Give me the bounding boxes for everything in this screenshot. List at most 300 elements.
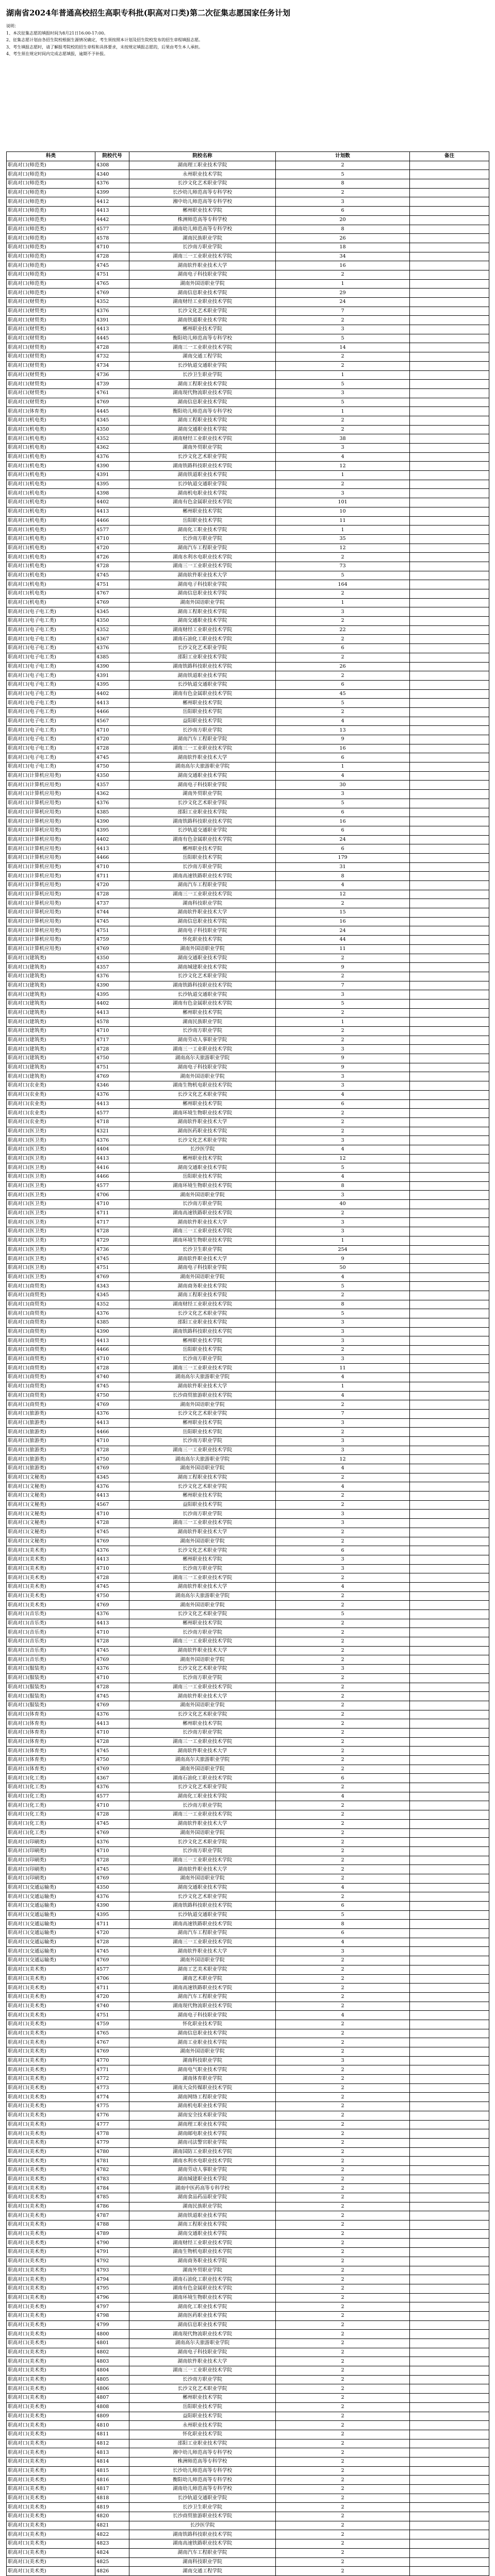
cell-category: 职高对口(美术类) (7, 2093, 95, 2102)
cell-school-code: 4745 (95, 1528, 129, 1537)
table-row (7, 1846, 489, 1856)
cell-school-name: 邵阳工业职业技术学院 (129, 808, 276, 817)
cell-plan-count: 2 (276, 2412, 410, 2421)
cell-plan-count: 2 (276, 1692, 410, 1701)
cell-plan-count: 3 (276, 1519, 410, 1528)
cell-school-code: 4745 (95, 1819, 129, 1828)
cell-plan-count: 5 (276, 999, 410, 1008)
table-row (7, 334, 489, 343)
table-row (7, 2202, 489, 2211)
cell-school-code: 4798 (95, 2311, 129, 2320)
cell-category: 职高对口(计算机应用类) (7, 826, 95, 835)
cell-school-code: 4395 (95, 990, 129, 999)
cell-school-code: 4769 (95, 1400, 129, 1410)
cell-category: 职高对口(美术类) (7, 2229, 95, 2239)
cell-plan-count: 4 (276, 1464, 410, 1473)
cell-category: 职高对口(计算机应用类) (7, 944, 95, 954)
cell-school-name: 长沙文化艺术职业学院 (129, 1610, 276, 1619)
cell-remarks (410, 1255, 489, 1264)
cell-school-name: 湖南三一工业职业技术学院 (129, 2366, 276, 2376)
cell-category: 职高对口(师范类) (7, 261, 95, 270)
cell-category: 职高对口(机电类) (7, 526, 95, 535)
table-row (7, 1200, 489, 1209)
cell-remarks (410, 817, 489, 826)
table-row (7, 1145, 489, 1154)
cell-remarks (410, 1027, 489, 1036)
cell-category: 职高对口(美术类) (7, 2038, 95, 2047)
cell-school-name: 湖南铁路科技职业技术学院 (129, 1902, 276, 1911)
cell-plan-count: 16 (276, 261, 410, 270)
table-row (7, 2430, 489, 2439)
cell-school-code: 4398 (95, 489, 129, 498)
cell-category: 职高对口(美术类) (7, 2375, 95, 2384)
cell-school-code: 4578 (95, 1018, 129, 1027)
cell-remarks (410, 1117, 489, 1127)
cell-plan-count: 2 (276, 2193, 410, 2202)
cell-school-code: 4734 (95, 361, 129, 370)
cell-category: 职高对口(计算机应用类) (7, 808, 95, 817)
table-row (7, 507, 489, 516)
table-row (7, 1072, 489, 1081)
cell-plan-count: 9 (276, 1255, 410, 1264)
cell-plan-count: 4 (276, 1173, 410, 1182)
table-row (7, 1409, 489, 1418)
cell-school-code: 4395 (95, 826, 129, 835)
cell-school-code: 4790 (95, 2239, 129, 2248)
cell-plan-count: 2 (276, 2293, 410, 2302)
cell-plan-count: 2 (276, 2102, 410, 2111)
cell-plan-count: 2 (276, 1573, 410, 1583)
table-row (7, 1628, 489, 1637)
cell-category: 职高对口(医卫类) (7, 1273, 95, 1282)
cell-school-code: 4805 (95, 2375, 129, 2384)
cell-plan-count: 1 (276, 598, 410, 607)
cell-category: 职高对口(师范类) (7, 252, 95, 261)
cell-remarks (410, 926, 489, 936)
cell-plan-count: 2 (276, 425, 410, 434)
table-row (7, 179, 489, 189)
table-row (7, 1090, 489, 1099)
cell-school-name: 湖南有色金属职业技术学院 (129, 689, 276, 699)
table-row (7, 2357, 489, 2366)
cell-category: 职高对口(交通运输类) (7, 1892, 95, 1902)
cell-school-code: 4769 (95, 598, 129, 607)
cell-remarks (410, 2075, 489, 2084)
table-row (7, 853, 489, 862)
table-row (7, 717, 489, 726)
cell-school-code: 4825 (95, 2557, 129, 2567)
cell-school-name: 湖南软件职业技术大学 (129, 1692, 276, 1701)
cell-plan-count: 31 (276, 862, 410, 872)
cell-school-code: 4376 (95, 1838, 129, 1847)
cell-school-code: 4442 (95, 215, 129, 225)
table-row (7, 689, 489, 699)
cell-category: 职高对口(医卫类) (7, 1218, 95, 1227)
cell-school-name: 郴州职业技术学院 (129, 1719, 276, 1728)
cell-category: 职高对口(商贸类) (7, 1346, 95, 1355)
cell-remarks (410, 1018, 489, 1027)
cell-remarks (410, 1364, 489, 1373)
table-row (7, 1163, 489, 1173)
cell-category: 职高对口(美术类) (7, 2548, 95, 2557)
cell-school-name: 湖南高速铁路职业技术学院 (129, 1984, 276, 1993)
cell-category: 职高对口(美术类) (7, 2211, 95, 2221)
cell-school-name: 湖南汽车工程职业学院 (129, 544, 276, 553)
cell-plan-count: 6 (276, 1929, 410, 1938)
cell-school-name: 长沙南方职业学院 (129, 243, 276, 252)
cell-school-name: 湖南生物机电职业技术学院 (129, 2248, 276, 2257)
cell-school-code: 4769 (95, 1601, 129, 1610)
cell-category: 职高对口(医卫类) (7, 1191, 95, 1200)
cell-school-name: 长沙卫生职业学院 (129, 370, 276, 380)
cell-remarks (410, 325, 489, 334)
cell-school-name: 湖南三一工业职业技术学院 (129, 1519, 276, 1528)
cell-remarks (410, 826, 489, 835)
cell-school-code: 4376 (95, 452, 129, 462)
cell-remarks (410, 808, 489, 817)
cell-school-code: 4710 (95, 1673, 129, 1683)
cell-school-name: 湖南三一工业职业技术学院 (129, 1446, 276, 1455)
cell-school-name: 湖南外国语职业学院 (129, 1828, 276, 1838)
cell-remarks (410, 1318, 489, 1328)
cell-remarks (410, 2111, 489, 2120)
cell-remarks (410, 462, 489, 471)
cell-school-name: 湖南三一工业职业技术学院 (129, 1364, 276, 1373)
cell-remarks (410, 1902, 489, 1911)
table-row (7, 598, 489, 607)
cell-school-name: 湖南三一工业职业技术学院 (129, 562, 276, 571)
table-row (7, 1965, 489, 1974)
cell-category: 职高对口(美术类) (7, 2348, 95, 2357)
cell-plan-count: 2 (276, 2120, 410, 2129)
cell-remarks (410, 580, 489, 589)
cell-school-name: 湖南生物机电职业技术学院 (129, 1081, 276, 1091)
cell-school-code: 4751 (95, 580, 129, 589)
table-row (7, 197, 489, 207)
cell-school-code: 4390 (95, 1902, 129, 1911)
cell-school-code: 4720 (95, 544, 129, 553)
cell-school-code: 4800 (95, 2330, 129, 2339)
cell-remarks (410, 1245, 489, 1255)
cell-school-code: 4577 (95, 1792, 129, 1801)
cell-school-name: 湖南汽车工程职业学院 (129, 2548, 276, 2557)
cell-remarks (410, 1828, 489, 1838)
cell-plan-count: 2 (276, 1127, 410, 1136)
cell-remarks (410, 908, 489, 918)
cell-school-name: 湖南石油化工职业技术学院 (129, 635, 276, 644)
cell-plan-count: 2 (276, 589, 410, 599)
cell-plan-count: 3 (276, 1510, 410, 1519)
cell-remarks (410, 252, 489, 261)
cell-school-code: 4826 (95, 2567, 129, 2576)
cell-school-code: 4769 (95, 1273, 129, 1282)
table-row (7, 2503, 489, 2512)
cell-school-name: 湖南民族职业学院 (129, 234, 276, 243)
cell-remarks (410, 1136, 489, 1145)
table-row (7, 1027, 489, 1036)
cell-remarks (410, 316, 489, 325)
cell-school-name: 湖南科技职业学院 (129, 899, 276, 908)
cell-remarks (410, 1737, 489, 1747)
cell-remarks (410, 2011, 489, 2020)
cell-remarks (410, 1300, 489, 1309)
table-row (7, 1127, 489, 1136)
cell-school-code: 4321 (95, 1127, 129, 1136)
cell-remarks (410, 2029, 489, 2038)
cell-plan-count: 12 (276, 544, 410, 553)
cell-category: 职高对口(计算机应用类) (7, 881, 95, 890)
cell-school-code: 4729 (95, 1236, 129, 1245)
cell-school-name: 湖南外贸职业学院 (129, 2266, 276, 2275)
cell-plan-count: 3 (276, 790, 410, 799)
cell-plan-count: 1 (276, 407, 410, 416)
cell-school-code: 4795 (95, 2284, 129, 2293)
cell-plan-count: 3 (276, 1136, 410, 1145)
cell-remarks (410, 1555, 489, 1564)
cell-plan-count: 2 (276, 2038, 410, 2047)
cell-school-name: 湖南电气职业技术学院 (129, 2065, 276, 2075)
cell-school-name: 长沙医学院 (129, 2521, 276, 2530)
cell-school-code: 4823 (95, 2539, 129, 2549)
cell-school-code: 4395 (95, 480, 129, 489)
cell-remarks (410, 1181, 489, 1191)
table-row (7, 799, 489, 808)
cell-plan-count: 2 (276, 1591, 410, 1601)
cell-remarks (410, 1336, 489, 1346)
cell-plan-count: 2 (276, 2093, 410, 2102)
cell-category: 职高对口(机电类) (7, 471, 95, 480)
cell-remarks (410, 2020, 489, 2029)
table-row (7, 2011, 489, 2020)
cell-school-code: 4711 (95, 1920, 129, 1929)
cell-remarks (410, 1154, 489, 1163)
table-row (7, 1109, 489, 1118)
cell-school-code: 4802 (95, 2348, 129, 2357)
cell-category: 职高对口(化工类) (7, 1828, 95, 1838)
cell-school-code: 4720 (95, 1992, 129, 2002)
cell-school-name: 长沙南方职业学院 (129, 1436, 276, 1446)
cell-school-code: 4788 (95, 2221, 129, 2230)
cell-school-code: 4728 (95, 1938, 129, 1947)
cell-school-code: 4390 (95, 1327, 129, 1336)
cell-school-name: 湖南外国语职业学院 (129, 1765, 276, 1774)
table-row (7, 1737, 489, 1747)
cell-plan-count: 24 (276, 298, 410, 307)
cell-school-name: 湖南外国语职业学院 (129, 1874, 276, 1883)
cell-school-code: 4362 (95, 444, 129, 453)
cell-school-name: 湖南司法警官职业学院 (129, 2138, 276, 2147)
cell-plan-count: 4 (276, 717, 410, 726)
cell-category: 职高对口(财贸类) (7, 388, 95, 398)
cell-school-code: 4710 (95, 1801, 129, 1810)
cell-plan-count: 45 (276, 689, 410, 699)
cell-plan-count: 2 (276, 2548, 410, 2557)
cell-category: 职高对口(电子电工类) (7, 717, 95, 726)
cell-category: 职高对口(美术类) (7, 2120, 95, 2129)
cell-school-code: 4343 (95, 1282, 129, 1291)
cell-plan-count: 2 (276, 2229, 410, 2239)
cell-category: 职高对口(计算机应用类) (7, 781, 95, 790)
cell-category: 职高对口(机电类) (7, 544, 95, 553)
cell-category: 职高对口(美术类) (7, 2302, 95, 2312)
cell-plan-count: 3 (276, 1336, 410, 1346)
cell-school-code: 4728 (95, 1810, 129, 1820)
cell-plan-count: 2 (276, 2147, 410, 2157)
cell-school-name: 湖南石油化工职业技术学院 (129, 2275, 276, 2284)
cell-remarks (410, 207, 489, 216)
cell-remarks (410, 2348, 489, 2357)
table-row (7, 817, 489, 826)
cell-school-name: 郴州职业技术学院 (129, 1099, 276, 1109)
cell-school-name: 长沙轨道交通职业学院 (129, 480, 276, 489)
cell-school-code: 4793 (95, 2266, 129, 2275)
cell-category: 职高对口(电子电工类) (7, 762, 95, 772)
cell-remarks (410, 990, 489, 999)
cell-school-name: 长沙南方职业学院 (129, 2375, 276, 2384)
cell-plan-count: 2 (276, 2239, 410, 2248)
cell-category: 职高对口(美术类) (7, 2065, 95, 2075)
cell-remarks (410, 1591, 489, 1601)
cell-school-name: 湖南软件职业技术大学 (129, 1255, 276, 1264)
cell-remarks (410, 653, 489, 662)
cell-school-name: 湖南高尔夫旅游职业学院 (129, 1455, 276, 1464)
cell-school-name: 衡阳幼儿师范高等专科学校 (129, 334, 276, 343)
cell-category: 职高对口(计算机应用类) (7, 926, 95, 936)
cell-school-name: 湖南电子科技职业学院 (129, 270, 276, 279)
cell-school-name: 湖南财经工业职业技术学院 (129, 434, 276, 444)
cell-remarks (410, 1519, 489, 1528)
cell-plan-count: 2 (276, 2366, 410, 2376)
cell-school-code: 4720 (95, 881, 129, 890)
cell-category: 职高对口(电子电工类) (7, 653, 95, 662)
cell-category: 职高对口(旅游类) (7, 1436, 95, 1446)
cell-school-name: 湖南三一工业职业技术学院 (129, 1227, 276, 1236)
cell-plan-count: 50 (276, 1263, 410, 1273)
cell-school-name: 湖南工程职业技术学院 (129, 2221, 276, 2230)
cell-school-name: 长沙南方职业学院 (129, 1564, 276, 1573)
table-row (7, 489, 489, 498)
table-row (7, 434, 489, 444)
cell-school-name: 湖南邮电职业技术学院 (129, 2129, 276, 2139)
cell-school-name: 湖南高速铁路职业技术学院 (129, 2539, 276, 2549)
table-row (7, 2521, 489, 2530)
cell-school-name: 岳阳职业技术学院 (129, 2402, 276, 2412)
cell-category: 职高对口(印刷类) (7, 1856, 95, 1865)
cell-plan-count: 6 (276, 1774, 410, 1783)
cell-remarks (410, 1564, 489, 1573)
cell-plan-count: 2 (276, 1856, 410, 1865)
cell-category: 职高对口(体育类) (7, 1710, 95, 1719)
table-row (7, 2002, 489, 2011)
table-row (7, 225, 489, 234)
cell-school-code: 4819 (95, 2503, 129, 2512)
cell-school-name: 湖南理工职业技术学院 (129, 2120, 276, 2129)
cell-plan-count: 2 (276, 1036, 410, 1045)
cell-remarks (410, 1692, 489, 1701)
cell-plan-count: 4 (276, 1938, 410, 1947)
cell-plan-count: 5 (276, 1910, 410, 1920)
cell-plan-count: 15 (276, 908, 410, 918)
cell-category: 职高对口(音乐类) (7, 1655, 95, 1665)
cell-school-name: 长沙南方职业学院 (129, 1801, 276, 1810)
table-row (7, 2083, 489, 2093)
cell-school-code: 4376 (95, 1665, 129, 1674)
cell-plan-count: 3 (276, 1665, 410, 1674)
cell-remarks (410, 2302, 489, 2312)
cell-remarks (410, 1774, 489, 1783)
cell-school-code: 4780 (95, 2147, 129, 2157)
cell-school-name: 湖南网络工程职业学院 (129, 2093, 276, 2102)
cell-category: 职高对口(旅游类) (7, 1455, 95, 1464)
table-row (7, 972, 489, 981)
cell-plan-count: 2 (276, 2357, 410, 2366)
plan-table (6, 151, 489, 2576)
cell-remarks (410, 963, 489, 972)
cell-school-name: 湖南三一工业职业技术学院 (129, 1637, 276, 1647)
table-row (7, 252, 489, 261)
cell-category: 职高对口(建筑类) (7, 1018, 95, 1027)
cell-school-code: 4803 (95, 2357, 129, 2366)
cell-school-code: 4767 (95, 2038, 129, 2047)
cell-category: 职高对口(计算机应用类) (7, 890, 95, 899)
cell-school-name: 湖南科技职业学院 (129, 2056, 276, 2065)
cell-plan-count: 2 (276, 2348, 410, 2357)
table-row (7, 1582, 489, 1591)
cell-remarks (410, 607, 489, 617)
cell-school-name: 湖南劳动人事职业学院 (129, 2165, 276, 2175)
cell-school-name: 郴州职业技术学院 (129, 1418, 276, 1428)
table-row (7, 653, 489, 662)
cell-school-name: 湖南高尔夫旅游职业学院 (129, 762, 276, 772)
table-row (7, 480, 489, 489)
cell-remarks (410, 553, 489, 562)
cell-remarks (410, 1637, 489, 1647)
cell-category: 职高对口(师范类) (7, 215, 95, 225)
cell-school-name: 株洲师范高等专科学校 (129, 215, 276, 225)
cell-remarks (410, 261, 489, 270)
cell-school-name: 湖南软件职业技术大学 (129, 261, 276, 270)
cell-plan-count: 2 (276, 2421, 410, 2430)
cell-school-name: 长沙南方职业学院 (129, 1354, 276, 1364)
cell-category: 职高对口(医卫类) (7, 1263, 95, 1273)
cell-category: 职高对口(商贸类) (7, 1364, 95, 1373)
cell-school-name: 长沙南方职业学院 (129, 1846, 276, 1856)
cell-remarks (410, 972, 489, 981)
cell-plan-count: 5 (276, 334, 410, 343)
cell-plan-count: 2 (276, 1537, 410, 1546)
cell-category: 职高对口(美术类) (7, 2248, 95, 2257)
cell-school-code: 4376 (95, 1482, 129, 1492)
cell-plan-count: 2 (276, 899, 410, 908)
table-row (7, 1792, 489, 1801)
cell-school-name: 湖南现代物流职业技术学院 (129, 388, 276, 398)
cell-school-name: 湖南环境生物职业技术学院 (129, 1236, 276, 1245)
cell-school-code: 4352 (95, 298, 129, 307)
cell-category: 职高对口(美术类) (7, 2466, 95, 2476)
cell-category: 职高对口(体育类) (7, 1728, 95, 1737)
table-row (7, 2248, 489, 2257)
cell-category: 职高对口(计算机应用类) (7, 899, 95, 908)
cell-category: 职高对口(医卫类) (7, 1173, 95, 1182)
cell-category: 职高对口(医卫类) (7, 1127, 95, 1136)
cell-plan-count: 2 (276, 2476, 410, 2485)
cell-category: 职高对口(电子电工类) (7, 726, 95, 735)
cell-school-name: 湖南艺术职业学院 (129, 1974, 276, 1984)
cell-school-name: 湖南化工职业技术学院 (129, 2302, 276, 2312)
cell-remarks (410, 2093, 489, 2102)
cell-school-name: 湖南城建职业技术学院 (129, 2175, 276, 2184)
cell-school-code: 4376 (95, 1892, 129, 1902)
